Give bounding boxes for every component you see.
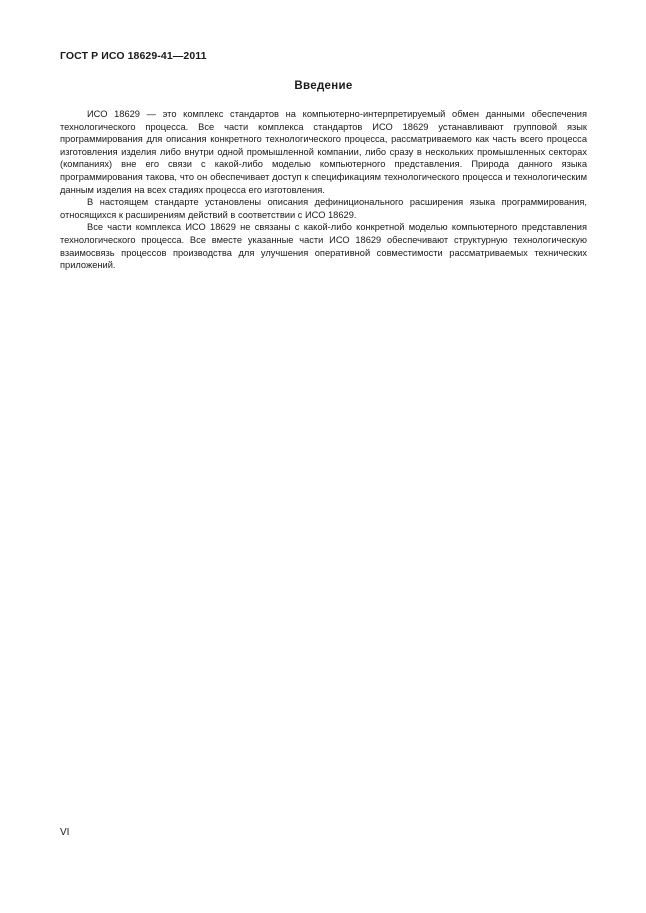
page-number: VI: [60, 827, 70, 838]
paragraph: ИСО 18629 — это комплекс стандартов на компьютерно-интерпретируемый обмен данными обеспечения технологического процесса. Все части комплекса стандартов ИСО 18629 устанавливают групповой язык программирования для описания конкретного технологического процесса, рассматриваемого как часть всего процесса изготовления изделия либо внутри одной промышленной компании, либо сразу в нескольких промышленных секторах (компаниях) вне его связи с какой-либо моделью компьютерного представления. Природа данного языка программирования такова, что он обеспечивает доступ к спецификациям технологического процесса и технологическим данным изделия на всех стадиях процесса его изготовления.: [60, 109, 587, 195]
paragraph: В настоящем стандарте установлены описания дефиниционального расширения языка программирования, относящихся к расширениям действий в соответствии с ИСО 18629.: [60, 197, 587, 220]
paragraph: Все части комплекса ИСО 18629 не связаны с какой-либо конкретной моделью компьютерного представления технологического процесса. Все вместе указанные части ИСО 18629 обеспечивают структурную технологическую взаимосвязь процессов производства для улучшения оперативной совместимости рассматриваемых технических приложений.: [60, 222, 587, 271]
document-header: ГОСТ Р ИСО 18629-41—2011: [60, 50, 207, 62]
section-title: Введение: [294, 80, 353, 92]
body-text: [60, 108, 587, 272]
